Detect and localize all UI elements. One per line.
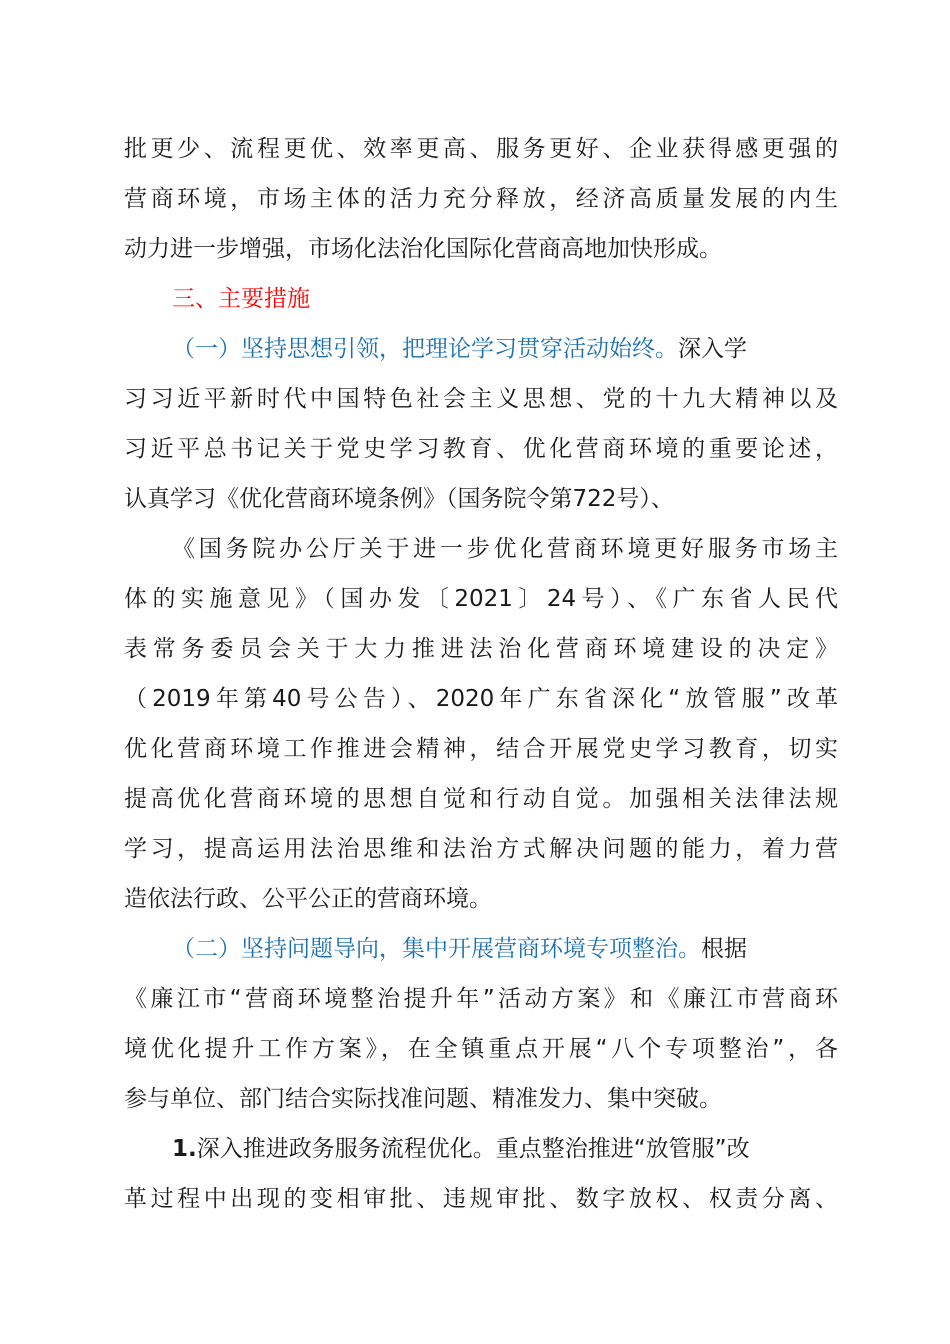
body-text-line: 《国务院办公厅关于进一步优化营商环境更好服务市场主 (172, 536, 838, 562)
paragraph-first-line (172, 329, 838, 369)
section-heading: 三、主要措施 (172, 286, 310, 312)
subheading-text: （二）坚持问题导向，集中开展营商环境专项整治。 (172, 936, 701, 962)
body-text: 根据 (701, 936, 747, 962)
subheading-text: （一）坚持思想引领，把理论学习贯穿活动始终。 (172, 336, 678, 362)
body-text-line: 习近平总书记关于党史学习教育、优化营商环境的重要论述， (124, 436, 838, 462)
body-text-line: 表常务委员会关于大力推进法治化营商环境建设的决定》 (124, 636, 838, 662)
paragraph-first-line (172, 1129, 838, 1169)
body-text: 深入学 (678, 336, 747, 362)
body-text-line: 营商环境，市场主体的活力充分释放，经济高质量发展的内生 (124, 186, 838, 212)
body-text-line: 境优化提升工作方案》，在全镇重点开展“八个专项整治”，各 (124, 1036, 838, 1062)
body-text-line: 动力进一步增强，市场化法治化国际化营商高地加快形成。 (124, 236, 722, 262)
body-text-line: 批更少、流程更优、效率更高、服务更好、企业获得感更强的 (124, 136, 838, 162)
body-text-line: 革过程中出现的变相审批、违规审批、数字放权、权责分离、 (124, 1186, 838, 1212)
body-text-line: 《廉江市“营商环境整治提升年”活动方案》和《廉江市营商环 (124, 986, 838, 1012)
body-text-line: 造依法行政、公平公正的营商环境。 (124, 886, 492, 912)
body-text-line: 习习近平新时代中国特色社会主义思想、党的十九大精神以及 (124, 386, 838, 412)
body-text-line: 体的实施意见》（国办发〔2021〕24号）、《广东省人民代 (124, 586, 838, 612)
body-text-line: 提高优化营商环境的思想自觉和行动自觉。加强相关法律法规 (124, 786, 838, 812)
body-text: 深入推进政务服务流程优化。重点整治推进“放管服”改 (196, 1136, 750, 1162)
item-number: 1. (172, 1136, 197, 1162)
body-text-line: 参与单位、部门结合实际找准问题、精准发力、集中突破。 (124, 1086, 722, 1112)
body-text-line: 认真学习《优化营商环境条例》（国务院令第722号）、 (124, 486, 674, 512)
body-text-line: 优化营商环境工作推进会精神，结合开展党史学习教育，切实 (124, 736, 838, 762)
body-text-line: 学习，提高运用法治思维和法治方式解决问题的能力，着力营 (124, 836, 838, 862)
paragraph-first-line (172, 929, 838, 969)
body-text-line: （2019年第40号公告）、2020年广东省深化“放管服”改革 (124, 686, 838, 712)
